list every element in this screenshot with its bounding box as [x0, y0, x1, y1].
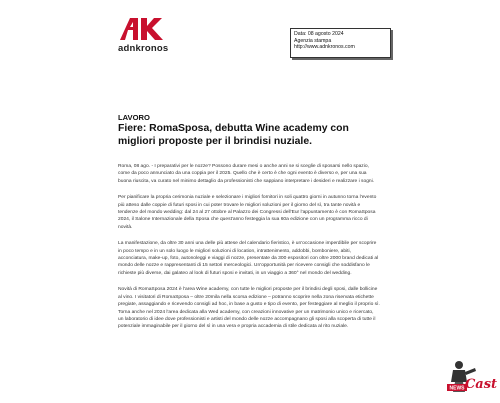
newscast-stamp [445, 358, 497, 398]
article-paragraph-4: Novità di RomaSposa 2024 è l'area Wine academy, con tutte le migliori proposte per il brindisi degli sposi, dalle bollicine al vino. I visitatori di RomaSposa – oltre 20mila nella scorsa edizione – potranno scoprire nella zona riservata etichette pregiate, assaggiando e ricevendo consigli ad hoc, in base a gusto e tipo di evento, per festeggiare al meglio il proprio sì. Torna anche nel 2024 l'area dedicata alla Wed academy, con creazioni innovative per un matrimonio unico e ricercato, un laboratorio di idee dove professionisti e artisti del mondo delle nozze accompagnano gli sposi alla scoperta di tutte il potenziale immaginabile per il giorno del sì in una vera e propria accademia di stile dedicata al rito nuziale. [118, 287, 380, 330]
article-paragraph-2: Per pianificare la propria cerimonia nuziale e selezionare i migliori fornitori in soli quattro giorni in autunno torna l'evento più atteso dalle coppie di futuri sposi in cui poter trovare le migliori soluzioni per il giorno del sì, tra tante novità e tendenze del mondo wedding: dal 24 al 27 ottobre al Palazzo dei Congressi dell'Eur l'appuntamento è con RomaSposa 2024, il Salone Internazionale della Sposa che quest'anno festeggia la sua 60a edizione con un programma ricco di novità. [118, 195, 377, 230]
article-paragraph-1: Roma, 08 ago. - I preparativi per le nozze? Possono durare mesi o anche anni se si sceglie di sposarsi nello spazio, come da poco annunciato da una coppia per il 2025. Quello che è certo è che ogni evento è diverso e, per una sua buona riuscita, va curato nel minimo dettaglio da professionisti che sappiano interpretare i desideri e realizzare i sogni. [118, 164, 375, 184]
publication-agency: Agenzia stampa [294, 37, 332, 44]
article-category: LAVORO [118, 113, 150, 122]
adnkronos-logo [118, 16, 168, 54]
newscast-logo-icon [445, 358, 497, 398]
publication-date: Data: 08 agosto 2024 [294, 31, 344, 37]
logo-wordmark: adnkronos [118, 43, 169, 54]
publication-url: http://www.adnkronos.com [294, 44, 355, 51]
article-paragraph-3: La manifestazione, da oltre 30 anni una delle più attese del calendario fieristico, è un'occasione imperdibile per scoprire in poco tempo e in un solo luogo le migliori soluzioni di location, intrattenimento, addobbi, bomboniere, abiti, acconciatura, make-up, foto, autonoleggi e viaggi di nozze, presentate da 300 espositori con oltre 2000 brand dedicati al mondo delle nozze e rappresentanti di 15 settori merceologici. Un'opportunità per ricevere consigli che soddisfano le richieste più diverse, dai galateo al look di futuri sposi e invitati, in un viaggio a 360° nel mondo del wedding. [118, 241, 379, 276]
article [118, 113, 380, 340]
article-headline: Fiere: RomaSposa, debutta Wine academy con migliori proposte per il brindisi nuziale. [118, 123, 349, 147]
publication-info-box [290, 28, 391, 58]
adnkronos-mark-icon [118, 16, 166, 42]
stamp-cast-label: Cast [464, 377, 497, 392]
stamp-news-label: NEWS [449, 385, 465, 392]
